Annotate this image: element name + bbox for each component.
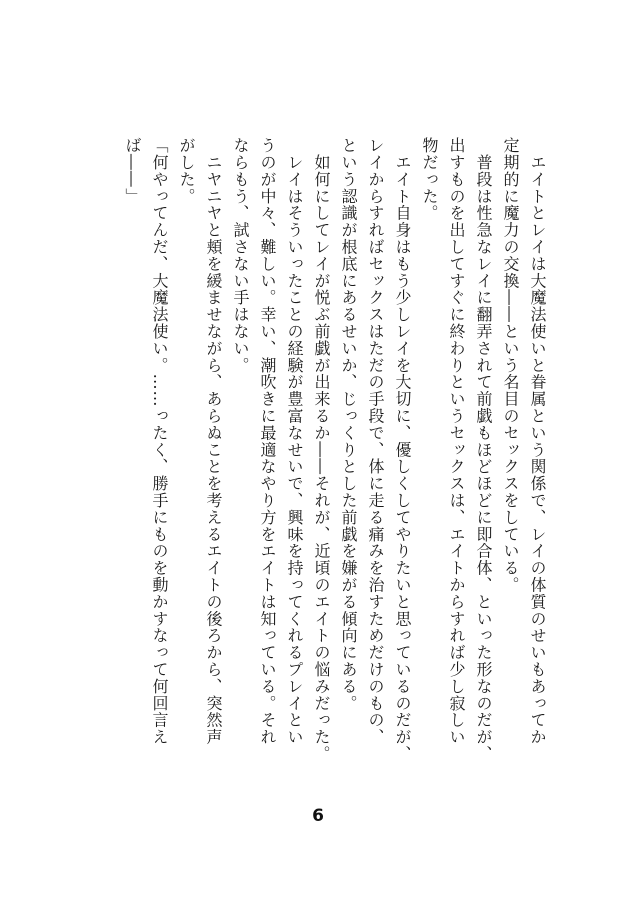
text-line-3: 普段は性急なレイに翻弄されて前戯もほどほどに即合体、といった形なのだが、: [474, 137, 493, 763]
text-line-4: 出すものを出してすぐに終わりというセックスは、エイトからすれば少し寂しい: [447, 137, 466, 746]
text-line-7: レイからすればセックスはただの手段で、体に走る痛みを治すためだけのもの、: [366, 137, 385, 746]
page-number: 6: [312, 806, 324, 826]
text-line-5: 物だった。: [420, 137, 439, 222]
text-line-8: という認識が根底にあるせいか、じっくりとした前戯を嫌がる傾向にある。: [339, 137, 358, 712]
text-line-2: 定期的に魔力の交換――という名目のセックスをしている。: [501, 137, 520, 594]
vertical-text-body: [119, 137, 551, 777]
text-line-10: レイはそういったことの経験が豊富なせいで、興味を持ってくれるプレイとい: [285, 137, 304, 746]
text-line-16: ば――」: [123, 137, 142, 205]
text-line-12: ならもう、試さない手はない。: [231, 137, 250, 374]
text-line-13: ニヤニヤと頬を緩ませながら、あらぬことを考えるエイトの後ろから、突然声: [204, 137, 223, 746]
text-line-9: 如何にしてレイが悦ぶ前戯が出来るか――それが、近頃のエイトの悩みだった。: [312, 137, 331, 763]
text-line-6: エイト自身はもう少しレイを大切に、優しくしてやりたいと思っているのだが、: [393, 137, 412, 763]
text-line-11: うのが中々、難しい。幸い、潮吹きに最適なやり方をエイトは知っている。それ: [258, 137, 277, 746]
text-line-1: エイトとレイは大魔法使いと眷属という関係で、レイの体質のせいもあってか: [528, 137, 547, 746]
text-line-15: 「何やってんだ、大魔法使い。……ったく、勝手にものを動かすなって何回言え: [150, 137, 169, 746]
text-line-14: がした。: [177, 137, 196, 205]
